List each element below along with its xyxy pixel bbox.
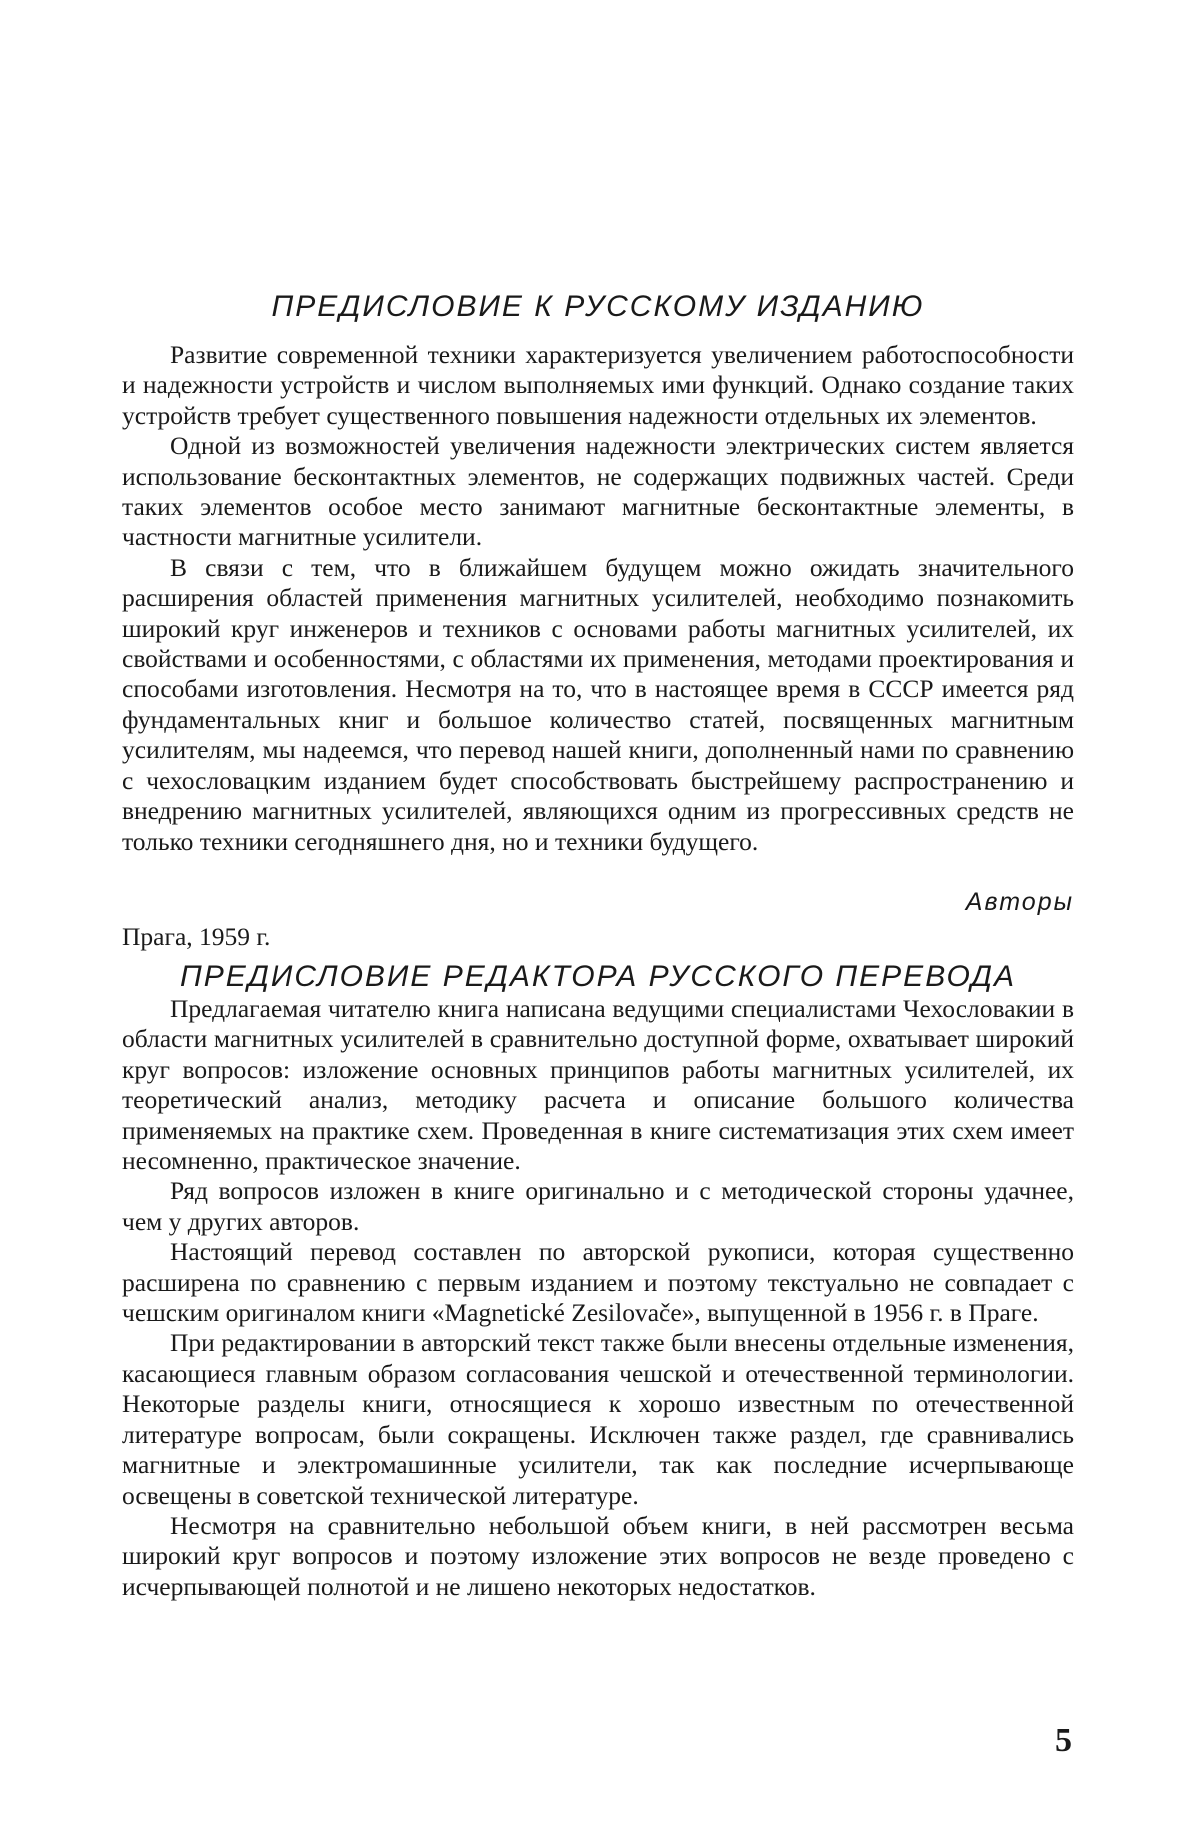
paragraph: Ряд вопросов изложен в книге оригинально и с методической стороны удачнее, чем у других авторов. xyxy=(122,1176,1074,1236)
paragraph: Настоящий перевод составлен по авторской рукописи, которая существенно расширена по сравнению с первым изданием и поэтому текстуально не совпадает с чешским оригиналом книги «Magnetické Zesilovače», выпущенной в 1956 г. в Праге. xyxy=(122,1237,1074,1328)
preface-editor-body xyxy=(122,994,1074,1602)
place-date: Прага, 1959 г. xyxy=(122,922,271,951)
paragraph: Предлагаемая читателю книга написана ведущими специалистами Чехословакии в области магнитных усилителей в сравнительно доступной форме, охватывает широкий круг вопросов: изложение основных принципов работы магнитных усилителей, их теоретический анализ, методику расчета и описание большого количества применяемых на практике схем. Проведенная в книге систематизация этих схем имеет несомненно, практическое значение. xyxy=(122,994,1074,1176)
paragraph: В связи с тем, что в ближайшем будущем можно ожидать значительного расширения областей применения магнитных усилителей, необходимо познакомить широкий круг инженеров и техников с основами работы магнитных усилителей, их свойствами и особенностями, с областями их применения, методами проектирования и способами изготовления. Несмотря на то, что в настоящее время в СССР имеется ряд фундаментальных книг и большое количество статей, посвященных магнитным усилителям, мы надеемся, что перевод нашей книги, дополненный нами по сравнению с чехословацким изданием будет способствовать быстрейшему распространению и внедрению магнитных усилителей, являющихся одним из прогрессивных средств не только техники сегодняшнего дня, но и техники будущего. xyxy=(122,552,1074,856)
preface-editor-title: ПРЕДИСЛОВИЕ РЕДАКТОРА РУССКОГО ПЕРЕВОДА xyxy=(180,960,1016,993)
page-number: 5 xyxy=(1055,1722,1072,1759)
signature: Авторы xyxy=(965,888,1074,916)
paragraph: Одной из возможностей увеличения надежности электрических систем является использование бесконтактных элементов, не содержащих подвижных частей. Среди таких элементов особое место занимают магнитные бесконтактные элементы, в частности магнитные усилители. xyxy=(122,431,1074,552)
preface-russian-body xyxy=(122,340,1074,857)
paragraph: Несмотря на сравнительно небольшой объем книги, в ней рассмотрен весьма широкий круг вопросов и поэтому изложение этих вопросов не везде проведено с исчерпывающей полнотой и не лишено некоторых недостатков. xyxy=(122,1510,1074,1601)
paragraph: Развитие современной техники характеризуется увеличением работоспособности и надежности устройств и числом выполняемых ими функций. Однако создание таких устройств требует существенного повышения надежности отдельных их элементов. xyxy=(122,340,1074,430)
paragraph: При редактировании в авторский текст также были внесены отдельные изменения, касающиеся главным образом согласования чешской и отечественной терминологии. Некоторые разделы книги, относящиеся к хорошо известным по отечественной литературе вопросам, были сокращены. Исключен также раздел, где сравнивались магнитные и электромашинные усилители, так как последние исчерпывающе освещены в советской технической литературе. xyxy=(122,1328,1074,1510)
preface-russian-title: ПРЕДИСЛОВИЕ К РУССКОМУ ИЗДАНИЮ xyxy=(271,290,925,323)
